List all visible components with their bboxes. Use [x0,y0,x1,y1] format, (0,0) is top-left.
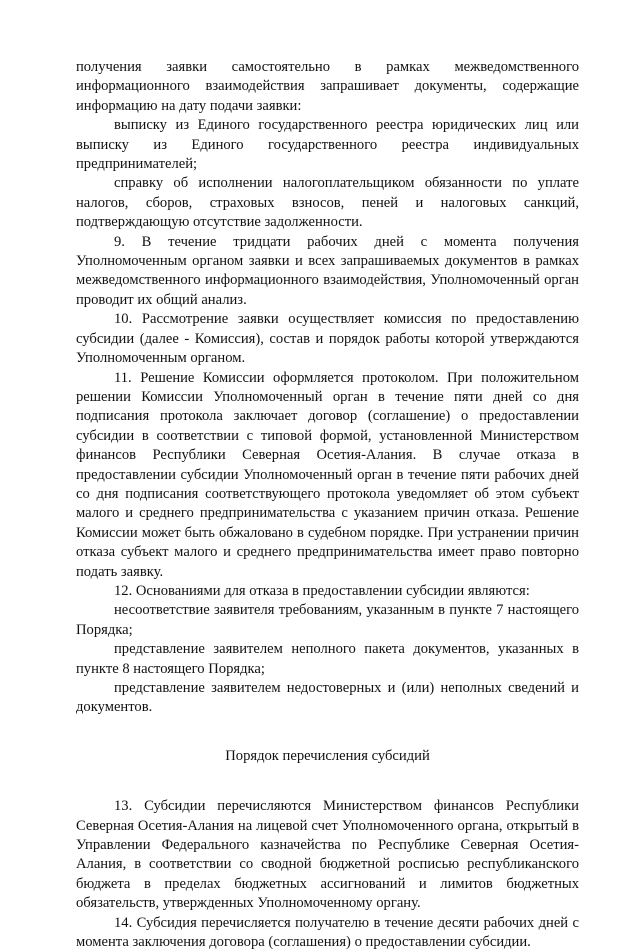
paragraph-egrul-extract: выписку из Единого государственного реестра юридических лиц или выписку из Единого государственного реестра индивидуальных предпринимателей; [76,117,579,173]
paragraph-refusal-reason-2: представление заявителем неполного пакета документов, указанных в пункте 8 настоящего Порядка; [76,641,579,677]
paragraph-refusal-reason-3: представление заявителем недостоверных и (или) неполных сведений и документов. [76,680,579,716]
paragraph-clause-12: 12. Основаниями для отказа в предоставлении субсидии являются: [114,582,530,599]
paragraph-refusal-reason-1: несоответствие заявителя требованиям, указанным в пункте 7 настоящего Порядка; [76,602,579,638]
document-body-bottom [76,797,579,952]
section-heading: Порядок перечисления субсидий [225,747,430,764]
paragraph-tax-certificate: справку об исполнении налогоплательщиком обязанности по уплате налогов, сборов, страховых взносов, пеней и налоговых санкций, подтверждающую отсутствие задолженности. [76,175,579,231]
paragraph-clause-14: 14. Субсидия перечисляется получателю в течение десяти рабочих дней с момента заключения договора (соглашения) о предоставлении субсидии. [76,914,579,951]
paragraph-clause-13: 13. Субсидии перечисляются Министерством финансов Республики Северная Осетия-Алания на лицевой счет Уполномоченного органа, открытый в Управлении Федерального казначейства по Республике Северная Осетия-Алания, в соответствии со сводной бюджетной росписью республиканского бюджета в пределах бюджетных ассигнований и лимитов бюджетных обязательств, утвержденных Уполномоченному органу. [76,798,579,912]
document-page [76,58,579,952]
paragraph-clause-11: 11. Решение Комиссии оформляется протоколом. При положительном решении Комиссии Уполномоченный орган в течение пяти дней со дня подписания протокола заключает договор (соглашение) о предоставлении субсидии в соответствии с типовой формой, установленной Министерством финансов Республики Северная Осетия-Алания. В случае отказа в предоставлении субсидии Уполномоченный орган в течение пяти рабочих дней со дня подписания соответствующего протокола уведомляет об этом субъект малого и среднего предпринимательства с указанием причин отказа. Решение Комиссии может быть обжаловано в судебном порядке. При устранении причин отказа субъект малого и среднего предпринимательства имеет право повторно подать заявку. [76,369,579,580]
paragraph-clause-9: 9. В течение тридцати рабочих дней с момента получения Уполномоченным органом заявки и всех запрашиваемых документов в рамках межведомственного информационного взаимодействия, Уполномоченный орган проводит их общий анализ. [76,233,579,308]
document-body-top [76,58,579,718]
paragraph-clause-10: 10. Рассмотрение заявки осуществляет комиссия по предоставлению субсидии (далее - Комиссия), состав и порядок работы которой утверждаются Уполномоченным органом. [76,311,579,367]
paragraph-continuation: получения заявки самостоятельно в рамках межведомственного информационного взаимодействия запрашивает документы, содержащие информацию на дату подачи заявки: [76,59,579,114]
